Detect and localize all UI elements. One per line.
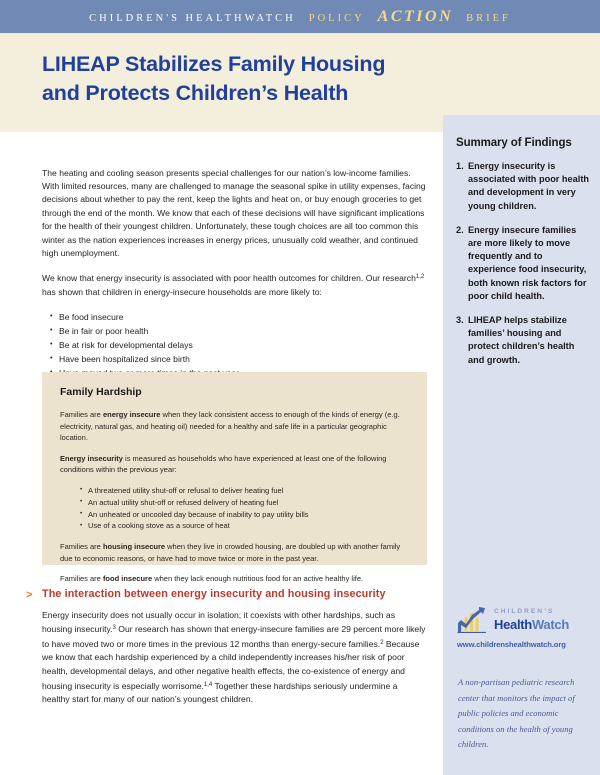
chevron-right-icon: >	[26, 589, 33, 601]
page-title-line-2: and Protects Children’s Health	[42, 81, 349, 105]
list-item: • Have been hospitalized since birth	[42, 352, 427, 366]
banner-text-group	[89, 8, 511, 26]
list-item: • Use of a cooking stove as a source of heat	[60, 520, 411, 532]
conditions-bullet-list	[60, 485, 411, 532]
footnote-ref-3: 3	[112, 625, 116, 632]
organization-logo-block	[457, 607, 593, 649]
energy-insecure-definition	[60, 409, 411, 444]
list-item: • An unheated or uncooled day because of inability to pay utility bills	[60, 509, 411, 521]
interaction-section	[26, 588, 427, 715]
list-item: • Be food insecure	[42, 310, 427, 324]
main-content	[42, 158, 427, 380]
section-body	[42, 609, 427, 707]
family-hardship-box	[42, 372, 427, 584]
def3-part-1: Families are	[60, 542, 103, 552]
energy-insecurity-measure	[60, 453, 411, 476]
housing-insecure-definition	[60, 541, 411, 564]
def1-term: energy insecure	[102, 410, 161, 419]
finding-number: 2.	[456, 224, 464, 235]
finding-text: LIHEAP helps stabilize families’ housing and protect children’s health and growth.	[468, 315, 575, 365]
logo-children-text: CHILDREN’S	[494, 608, 555, 616]
outcomes-bullet-list	[42, 310, 427, 380]
list-item	[456, 314, 590, 367]
list-item: • Be at risk for developmental delays	[42, 338, 427, 352]
logo-row	[457, 607, 593, 633]
finding-text: Energy insecurity is associated with poor health and development in very young children.	[468, 161, 589, 211]
family-hardship-heading: Family Hardship	[60, 386, 142, 398]
intro-paragraph: The heating and cooling season presents special challenges for our nation’s low-income families. With limited resources, many are challenged to manage the seasonal spike in utility expenses, facing decisions about whether to pay the rent, keep the lights and heat on, or buy enough groceries to get through the end of the month. We know that each of these decisions will have significant implications for the health of their youngest children. Unfortunately, these tough choices are all too common this winter as the nation experiences increases in energy prices, unusually cold weather, and continued high unemployment.	[42, 167, 426, 259]
research-paragraph-part-2: has shown that children in energy-insecure households are more likely to:	[42, 286, 322, 297]
footnote-ref-1-2: 1,2	[415, 274, 425, 281]
research-paragraph-part-1: We know that energy insecurity is associated with poor health outcomes for children. Our research	[42, 273, 416, 284]
list-item: • A threatened utility shut-off or refusal to deliver heating fuel	[60, 485, 411, 497]
body-part-1: Energy insecurity does not usually occur in isolation; it coexists with other hardships, such as housing insecurity.	[42, 609, 395, 635]
bar-chart-logo-icon	[457, 607, 487, 633]
footnote-ref-1-4: 1,4	[203, 681, 213, 688]
footnote-ref-2: 2	[380, 639, 384, 646]
banner-brief-label: BRIEF	[466, 12, 511, 24]
def4-part-2: when they lack enough nutritious food for an active healthy life.	[152, 574, 364, 584]
sidebar-heading: Summary of Findings	[456, 137, 572, 149]
banner-policy-label: POLICY	[308, 12, 365, 24]
def4-term: food insecure	[102, 574, 153, 584]
page-title	[42, 50, 462, 108]
def3-term: housing insecure	[102, 542, 166, 552]
logo-wordmark	[494, 609, 569, 631]
body-part-2: Our research has shown that energy-insecure families are 29 percent more likely to have moved two or more times in the previous 12 months than energy-secure families.	[42, 624, 426, 649]
list-item	[456, 160, 590, 213]
organization-tagline: A non-partisan pediatric research center that monitors the impact of public policies and economic conditions on the health of young children.	[458, 677, 575, 749]
body-part-3: Because we know that each hardship experienced by a child independently increases his/her risk of poor health, developmental delays, and other negative health effects, the co-existence of energy and housing insecurity is especially worrisome.	[42, 638, 420, 691]
top-banner	[0, 0, 600, 33]
website-url-link[interactable]: www.childrenshealthwatch.org	[457, 640, 566, 649]
logo-health-text: Health	[494, 616, 532, 632]
list-item	[456, 224, 590, 303]
logo-watch-text: Watch	[531, 616, 569, 632]
banner-action-label: ACTION	[377, 7, 454, 25]
def4-part-1: Families are	[60, 574, 103, 584]
finding-number: 1.	[456, 161, 464, 171]
def1-part-2: when they lack consistent access to enough of the kinds of energy (e.g. electricity, natural gas, and heating oil) needed for a healthy and safe life in a particular geographic location.	[60, 410, 400, 443]
family-hardship-inner	[42, 372, 427, 585]
finding-text: Energy insecure families are more likely to move frequently and to experience food insecurity, both known risk factors for poor child health.	[468, 224, 587, 301]
research-paragraph	[42, 271, 427, 299]
list-item: • An actual utility shut-off or refused delivery of heating fuel	[60, 497, 411, 509]
def3-part-2: when they live in crowded housing, are doubled up with another family due to economic reasons, or have had to move twice or more in the past year.	[60, 542, 401, 563]
logo-healthwatch-text	[494, 618, 569, 631]
list-item: • Be in fair or poor health	[42, 324, 427, 338]
def1-part-1: Families are	[60, 410, 103, 419]
section-heading: The interaction between energy insecurity and housing insecurity	[42, 588, 386, 600]
findings-list	[456, 160, 590, 378]
def2-part-2: is measured as households who have experienced at least one of the following conditions within the previous year:	[60, 453, 387, 475]
def2-term: Energy insecurity	[60, 453, 123, 463]
page-title-line-1: LIHEAP Stabilizes Family Housing	[42, 52, 386, 76]
banner-org-name: CHILDREN'S HEALTHWATCH	[89, 12, 296, 24]
finding-number: 3.	[456, 315, 464, 326]
summary-sidebar	[443, 115, 600, 775]
body-part-4: Together these hardships seriously undermine a healthy start for many of our nation’s youngest children.	[42, 680, 398, 705]
food-insecure-definition	[60, 573, 411, 585]
